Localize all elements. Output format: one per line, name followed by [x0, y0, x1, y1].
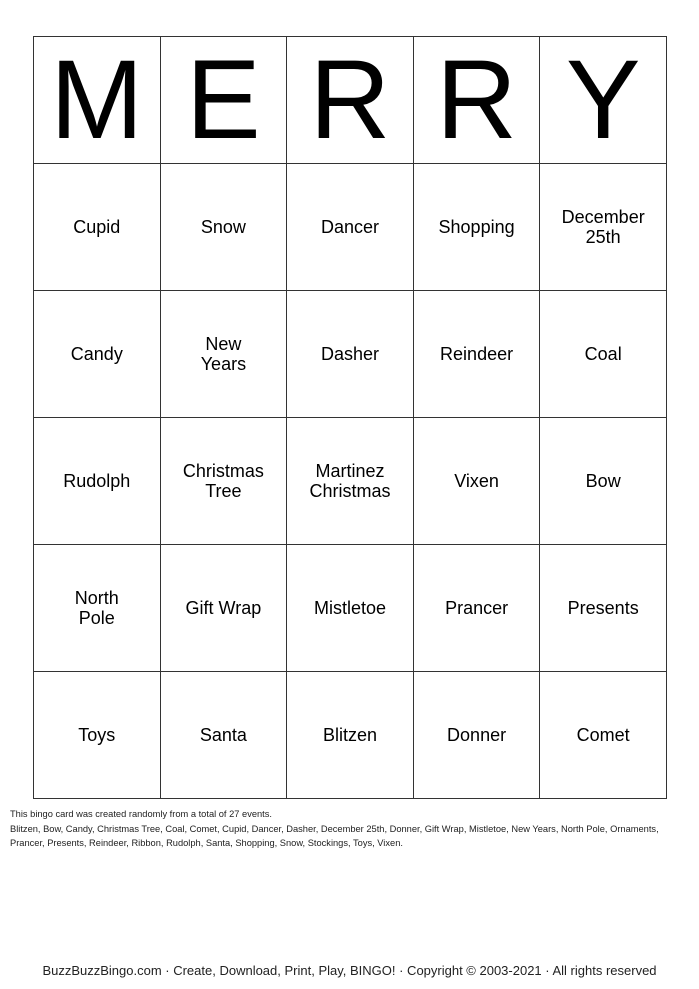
card-cell: North Pole: [34, 545, 161, 672]
card-cell: Rudolph: [34, 418, 161, 545]
card-cell: Martinez Christmas: [287, 418, 414, 545]
card-row: [34, 672, 667, 799]
card-cell: Santa: [160, 672, 287, 799]
card-cell: Shopping: [413, 164, 540, 291]
header-letter: R: [413, 37, 540, 164]
card-cell: Bow: [540, 418, 667, 545]
events-list-line: Prancer, Presents, Reindeer, Ribbon, Rudolph, Santa, Shopping, Snow, Stockings, Toys, Vixen.: [10, 838, 403, 848]
card-cell: Candy: [34, 291, 161, 418]
card-row: [34, 164, 667, 291]
card-cell: Presents: [540, 545, 667, 672]
card-row: [34, 545, 667, 672]
copyright-footer: BuzzBuzzBingo.com · Create, Download, Print, Play, BINGO! · Copyright © 2003-2021 · All rights reserved: [42, 963, 657, 978]
card-cell: Mistletoe: [287, 545, 414, 672]
card-row: [34, 418, 667, 545]
card-cell: Snow: [160, 164, 287, 291]
card-cell: Blitzen: [287, 672, 414, 799]
card-cell: Dancer: [287, 164, 414, 291]
card-cell: Toys: [34, 672, 161, 799]
card-cell: New Years: [160, 291, 287, 418]
card-cell: Christmas Tree: [160, 418, 287, 545]
card-cell: Gift Wrap: [160, 545, 287, 672]
card-row: [34, 291, 667, 418]
card-cell: Cupid: [34, 164, 161, 291]
card-cell: Comet: [540, 672, 667, 799]
events-note-summary: This bingo card was created randomly from a total of 27 events.: [10, 809, 272, 819]
card-cell: December 25th: [540, 164, 667, 291]
header-letter: E: [160, 37, 287, 164]
card-cell: Donner: [413, 672, 540, 799]
events-list-line: Blitzen, Bow, Candy, Christmas Tree, Coal, Comet, Cupid, Dancer, Dasher, December 25th, Donner, Gift Wrap, Mistletoe, New Years, North Pole, Ornaments,: [10, 823, 659, 834]
events-note: [10, 807, 659, 851]
card-cell: Dasher: [287, 291, 414, 418]
header-letter: M: [34, 37, 161, 164]
header-letter: Y: [540, 37, 667, 164]
bingo-card: [33, 36, 667, 799]
card-cell: Prancer: [413, 545, 540, 672]
card-cell: Reindeer: [413, 291, 540, 418]
card-cell: Vixen: [413, 418, 540, 545]
header-row: [34, 37, 667, 164]
header-letter: R: [287, 37, 414, 164]
card-cell: Coal: [540, 291, 667, 418]
